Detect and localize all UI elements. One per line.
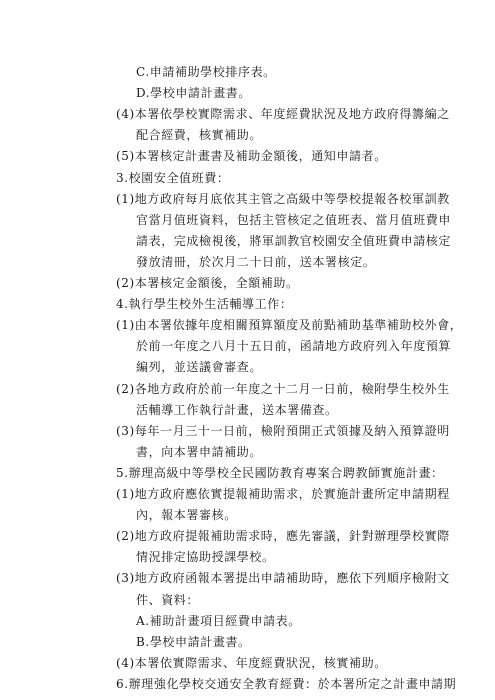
text-line: (2)各地方政府於前一年度之十二月一日前，檢附學生校外生 — [116, 381, 450, 396]
text-line: (5)本署核定計畫書及補助金額後，通知申請者。 — [116, 149, 387, 164]
text-line: 4.執行學生校外生活輔導工作： — [116, 297, 293, 312]
text-line: D.學校申請計畫書。 — [136, 86, 252, 101]
text-line: 內，報本署審核。 — [136, 508, 237, 523]
text-line: (2)本署核定金額後，全額補助。 — [116, 276, 299, 290]
text-line: A.補助計畫項目經費申請表。 — [136, 613, 301, 628]
text-line: (4)本署依學校實際需求、年度經費狀況及地方政府得籌編之 — [116, 107, 450, 122]
text-line: C.申請補助學校排序表。 — [136, 65, 276, 79]
text-line: 官當月值班資料，包括主管核定之值班表、當月值班費申 — [136, 212, 452, 227]
text-line: 於前一年度之八月十五日前，函請地方政府列入年度預算 — [136, 339, 452, 354]
text-line: 5.辦理高級中等學校全民國防教育專案合聘教師實施計畫： — [116, 465, 444, 480]
text-line: 配合經費，核實補助。 — [136, 128, 263, 143]
text-line: 編列，並送議會審查。 — [136, 360, 263, 375]
text-line: 6.辦理強化學校交通安全教育經費：於本署所定之計畫申請期 — [116, 676, 457, 691]
text-line: B.學校申請計畫書。 — [136, 634, 251, 649]
text-line: (3)地方政府函報本署提出申請補助時，應依下列順序檢附文 — [116, 571, 450, 586]
text-line: (3)每年一月三十一日前，檢附預開正式領據及納入預算證明 — [116, 423, 450, 438]
text-line: 件、資料： — [136, 592, 200, 607]
text-line: 活輔導工作執行計畫，送本署備查。 — [136, 402, 338, 417]
text-line: (2)地方政府提報補助需求時，應先審議，針對辦理學校實際 — [116, 529, 450, 544]
text-line: 3.校園安全值班費： — [116, 170, 230, 185]
text-line: (4)本署依實際需求、年度經費狀況，核實補助。 — [116, 655, 387, 670]
text-line: (1)地方政府每月底依其主管之高級中等學校提報各校軍訓教 — [116, 191, 450, 206]
text-line: (1)由本署依據年度相關預算額度及前點補助基準補助校外會， — [116, 318, 463, 333]
text-line: 發放清冊，於次月二十日前，送本署核定。 — [136, 254, 376, 269]
text-line: 書，向本署申請補助。 — [136, 444, 263, 459]
text-line: (1)地方政府應依實提報補助需求，於實施計畫所定申請期程 — [116, 487, 450, 501]
text-line: 情況排定協助授課學校。 — [136, 550, 275, 565]
text-line: 請表，完成檢視後，將軍訓教官校園安全值班費申請核定 — [136, 233, 452, 248]
